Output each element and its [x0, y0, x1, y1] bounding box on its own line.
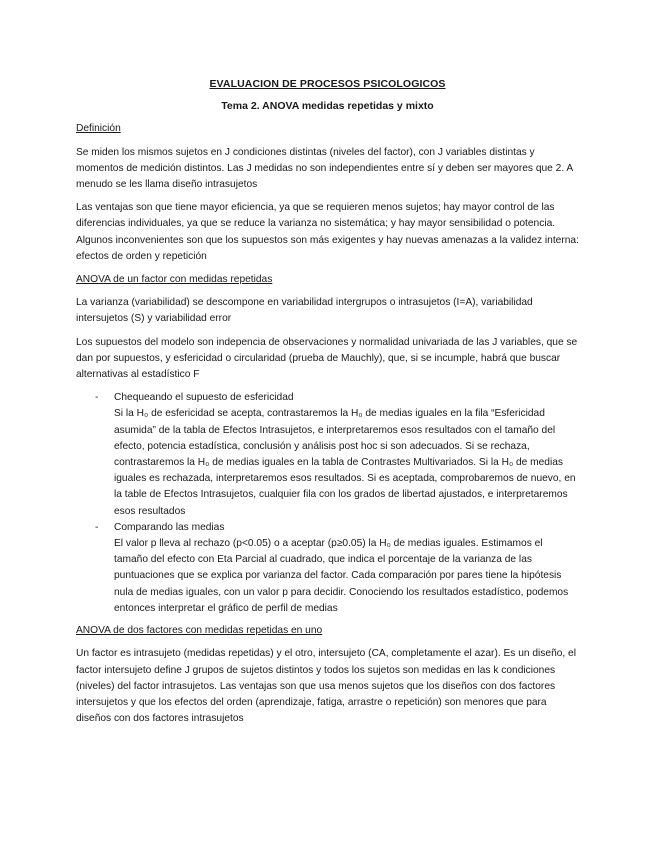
list-item-title: Chequeando el supuesto de esfericidad — [114, 392, 294, 404]
paragraph: Se miden los mismos sujetos en J condiciones distintas (niveles del factor), con J variables distintas y momentos de medición distintos. Las J medidas no son independientes entre sí y deben ser mayores que 2. A menudo se les llama diseño intrasujetos — [76, 146, 573, 191]
paragraph: Las ventajas son que tiene mayor eficiencia, ya que se requieren menos sujetos; hay mayor control de las diferencias individuales, ya que se reduce la varianza no sistemática; y hay mayor sensibilidad o potencia. Algunos inconvenientes son que los supuestos son más exigentes y hay nuevas amenazas a la validez interna: efectos de orden y repetición — [76, 202, 579, 262]
paragraph: La varianza (variabilidad) se descompone en variabilidad intergrupos o intrasujetos (I=A), variabilidad intersujetos (S) y variabilidad error — [76, 297, 533, 325]
dash-bullet: - — [95, 392, 99, 404]
section-heading-definicion: Definición — [76, 123, 121, 135]
bullet-list — [76, 390, 579, 617]
section-heading-anova-dos-factores: ANOVA de dos factores con medidas repetidas en uno — [76, 625, 323, 637]
list-item-text: El valor p lleva al rechazo (p<0.05) o a aceptar (p≥0.05) la H₀ de medias iguales. Estimamos el tamaño del efecto con Eta Parcial al cuadrado, que indica el porcentaje de la varianza de las puntuaciones que se explica por varianza del factor. Cada comparación por pares tiene la hipótesis nula de medias iguales, con un valor p para decidir. Conociendo los resultados estadístico, podemos entonces interpretar el gráfico de perfil de medias — [114, 538, 569, 614]
paragraph: Un factor es intrasujeto (medidas repetidas) y el otro, intersujeto (CA, completamente el azar). Es un diseño, el factor intersujeto define J grupos de sujetos distintos y todos los sujetos son medidas en las k condiciones (niveles) del factor intrasujetos. Las ventajas son que usa menos sujetos que los diseños con dos factores intersujetos y que los efectos del orden (aprendizaje, fatiga, arrastre o repetición) son menores que para diseños con dos factores intrasujetos — [76, 648, 576, 725]
list-item — [76, 390, 579, 520]
list-item — [76, 520, 579, 617]
paragraph: Los supuestos del modelo son indepencia de observaciones y normalidad univariada de las J variables, que se dan por supuestos, y esfericidad o circularidad (prueba de Mauchly), que, si se incumple, habrá que buscar alternativas al estadístico F — [76, 336, 578, 381]
dash-bullet: - — [95, 521, 99, 533]
document-title: EVALUACION DE PROCESOS PSICOLOGICOS — [209, 78, 446, 90]
section-heading-anova-un-factor: ANOVA de un factor con medidas repetidas — [76, 274, 273, 286]
list-item-title: Comparando las medias — [114, 521, 225, 533]
list-item-text: Si la H₀ de esfericidad se acepta, contrastaremos la H₀ de medias iguales en la fila “Esfericidad asumida” de la tabla de Efectos Intrasujetos, e interpretaremos esos resultados con el tamaño del efecto, potencia estadística, conclusión y análisis post hoc si son adecuados. Si se rechaza, contrastaremos la H₀ de medias iguales en la tabla de Contrastes Multivariados. Si la H₀ de medias iguales es rechazada, interpretaremos esos resultados. Si es aceptada, comprobaremos de nuevo, en la table de Efectos Intrasujetos, cualquier fila con los grados de libertad ajustados, e interpretaremos esos resultados — [114, 408, 576, 517]
document-subtitle: Tema 2. ANOVA medidas repetidas y mixto — [221, 100, 434, 113]
